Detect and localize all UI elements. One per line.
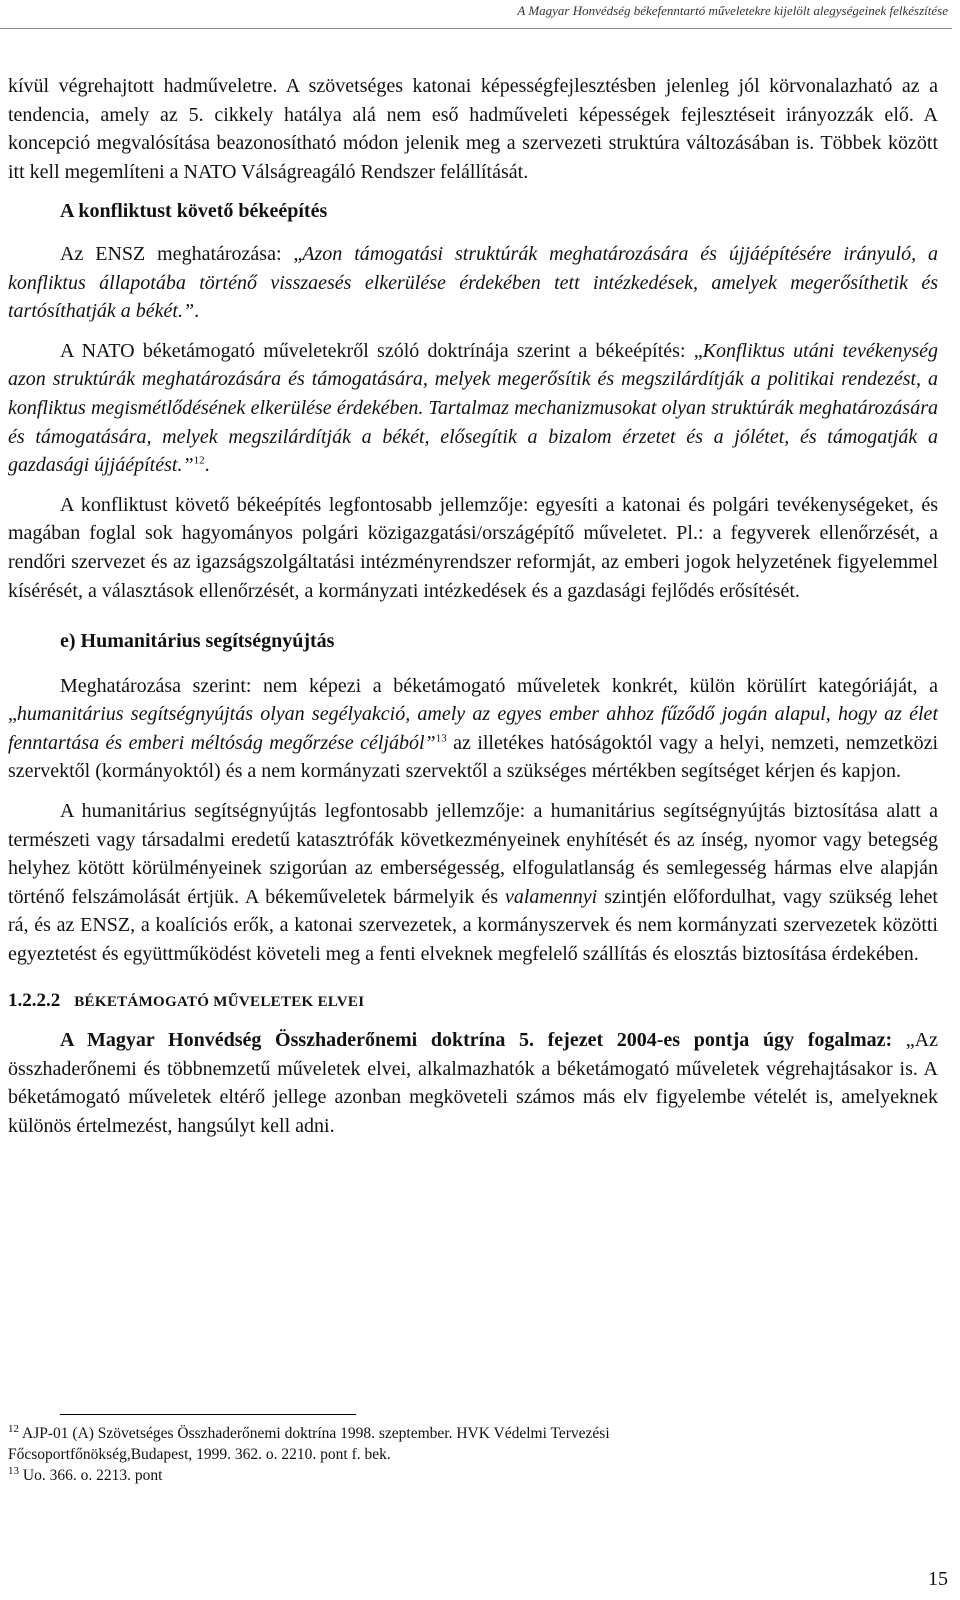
text-run: az illetékes hatóságoktól vagy a helyi, nemzeti, nemzetközi szervektől (kormányoktól) és a nem kormányzati szervektől a szükséges mértékben segítséget kérjen és kapjon. (8, 731, 939, 783)
paragraph-doctrine-principles (8, 1026, 938, 1140)
italic-quote: Azon támogatási struktúrák meghatározására és újjáépítésére irányuló, a konfliktus állapotába történő visszaesés elkerülése érdekében tett intézkedések, amelyek megerősíthetik és tartósíthatják a békét.” (8, 242, 939, 323)
footnote-mark: 13 (8, 1464, 19, 1477)
header-rule (0, 28, 952, 29)
paragraph-un-definition (8, 240, 938, 326)
italic-word: valamennyi (504, 885, 598, 908)
footnote-text: Uo. 366. o. 2213. pont (19, 1467, 163, 1484)
italic-quote: Konfliktus utáni tevékenység azon struktúrák meghatározására és támogatására, melyek megerősítik és megszilárdítják a politikai rendezést, a konfliktus megismétlődésének elkerülése érdekében. Tartalmaz mechanizmusokat olyan struktúrák meghatározására és támogatására, melyek megszilárdítják a békét, elősegítik a bizalom érzetet és a jólétet, és támogatják a gazdasági újjáépítést.” (8, 339, 938, 477)
text-run: . (204, 454, 210, 477)
paragraph-humanitarian-definition (8, 672, 938, 786)
footnote-12 (8, 1423, 768, 1465)
footnote-ref-13[interactable]: 13 (435, 732, 447, 745)
paragraph-peacebuilding-features: A konfliktust követő békeépítés legfontosabb jellemzője: egyesíti a katonai és polgári tevékenységeket, és magában foglal sok hagyományos polgári közigazgatási/országépítő műveletet. Pl.: a fegyverek ellenőrzését, a rendőri szervezet és az igazságszolgáltatási intézményrendszer reformját, az emberi jogok helyzetének figyelemmel kísérését, a választások ellenőrzését, a kormányzati intézkedések és a gazdasági fejlődés erősítését. (8, 493, 938, 602)
section-heading-humanitarian: e) Humanitárius segítségnyújtás (60, 630, 335, 653)
paragraph-nato-doctrine (8, 337, 938, 480)
footnote-ref-12[interactable]: 12 (193, 454, 205, 467)
footnotes (8, 1423, 768, 1486)
footnote-13 (8, 1465, 768, 1486)
body-text (8, 72, 938, 1152)
text-run: szintjén előfordulhat, vagy szükség lehet rá, és az ENSZ, a koalíciós erők, a katonai szervezetek, a kormányszervek és nem kormányzati szervezetek közötti egyeztetést és együttműködést követeli meg a fenti elveknek megfelelő szállítás és elosztás biztosítása érdekében. (8, 885, 938, 966)
text-run: A NATO béketámogató műveletekről szóló doktrínája szerint a békeépítés: „ (60, 339, 703, 362)
bold-lead: A Magyar Honvédség Összhaderőnemi doktrína 5. fejezet 2004-es pontja úgy fogalmaz: (60, 1029, 893, 1052)
subheading-peacebuilding: A konfliktust követő békeépítés (60, 200, 328, 223)
text-run: „Az összhaderőnemi és többnemzetű műveletek elvei, alkalmazhatók a béketámogató műveletek végrehajtásakor is. A béketámogató műveletek eltérő jellege azonban megköveteli számos más elv figyelembe vételét is, amelyeknek különös értelmezést, hangsúlyt kell adni. (8, 1029, 939, 1137)
text-run: Meghatározása szerint: nem képezi a béketámogató műveletek konkrét, külön körülírt kategóriáját, a „ (8, 674, 938, 726)
running-header: A Magyar Honvédség békefenntartó műveletekre kijelölt alegységeinek felkészítése (517, 3, 948, 18)
footnote-rule (60, 1414, 356, 1415)
paragraph-1: kívül végrehajtott hadműveletre. A szövetséges katonai képességfejlesztésben jelenleg jól körvonalazható az a tendencia, amely az 5. cikkely hatálya alá nem eső hadműveleti képességek fejlesztéseit irányozzák elő. A koncepció megvalósítása beazonosítható módon jelenik meg a szervezeti struktúra változásában is. Többek között itt kell megemlíteni a NATO Válságreagáló Rendszer felállítását. (8, 75, 938, 183)
heading-title: BÉKETÁMOGATÓ MŰVELETEK ELVEI (74, 993, 365, 1010)
footnote-mark: 12 (8, 1422, 19, 1435)
text-run: . (194, 300, 200, 323)
text-run: A humanitárius segítségnyújtás legfontosabb jellemzője: a humanitárius segítségnyújtás biztosítása alatt a természeti vagy társadalmi eredetű katasztrófák következményeinek enyhítését és az ínség, nyomor vagy betegség helyhez kötött körülményeinek szigorúan az emberségesség, elfogulatlanság és semlegesség hármas elve alapján történő felszámolását értjük. A békeműveletek bármelyik és (8, 800, 938, 908)
heading-number: 1.2.2.2 (8, 989, 61, 1011)
page-number: 15 (928, 1568, 948, 1590)
footnote-text: AJP-01 (A) Szövetséges Összhaderőnemi doktrína 1998. szeptember. HVK Védelmi Tervezési Főcsoportfőnökség,Budapest, 1999. 362. o. 2210. pont f. bek. (8, 1425, 610, 1463)
numbered-heading (8, 987, 938, 1017)
text-run: Az ENSZ meghatározása: „ (60, 242, 303, 265)
paragraph-humanitarian-features (8, 797, 938, 969)
italic-quote: humanitárius segítségnyújtás olyan segélyakció, amely az egyes ember ahhoz fűződő jogán alapul, hogy az élet fenntartása és emberi méltóság megőrzése céljából” (8, 703, 938, 754)
